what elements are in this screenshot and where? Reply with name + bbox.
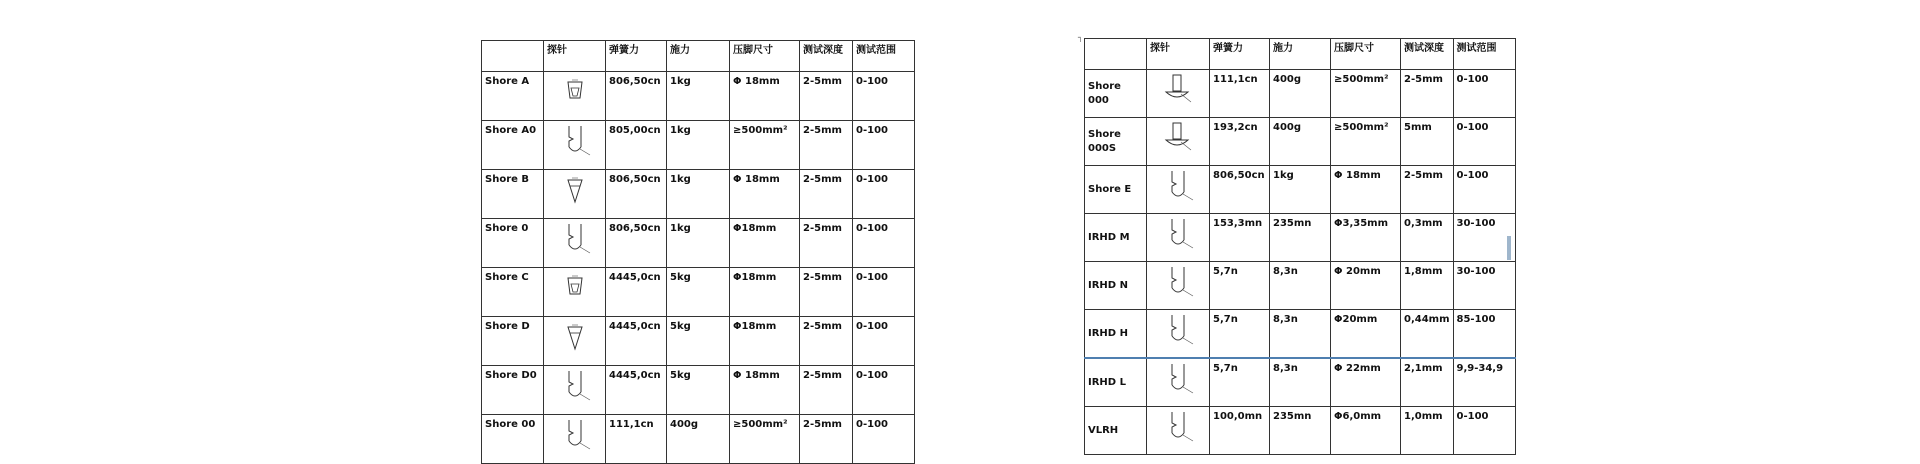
test-depth-value: 2-5mm: [800, 366, 853, 415]
pointed-probe-icon: [544, 172, 605, 206]
probe-cell: [544, 268, 606, 317]
hardness-scale-name: IRHD L: [1085, 358, 1147, 407]
test-depth-value: 2,1mm: [1401, 358, 1454, 407]
table-row: [482, 72, 915, 121]
applied-force-value: 5kg: [667, 366, 730, 415]
applied-force-value: 1kg: [1270, 166, 1331, 214]
test-depth-value: 2-5mm: [1401, 70, 1454, 118]
test-depth-value: 2-5mm: [800, 121, 853, 170]
hardness-scale-name: Shore D0: [482, 366, 544, 415]
test-depth-value: 2-5mm: [800, 72, 853, 121]
foot-size-value: Φ18mm: [730, 317, 800, 366]
spherical-probe-icon: [1147, 312, 1209, 346]
spring-force-value: 806,50cn: [1210, 166, 1270, 214]
hardness-scale-name: VLRH: [1085, 407, 1147, 455]
header-test-depth: 测试深度: [800, 41, 853, 72]
spring-force-value: 805,00cn: [606, 121, 667, 170]
table-row: [482, 317, 915, 366]
table-body-right: [1085, 39, 1516, 455]
foot-size-value: Φ 18mm: [730, 366, 800, 415]
table-body-left: [482, 41, 915, 464]
foot-size-value: Φ18mm: [730, 268, 800, 317]
header-test-range: 测试范围: [853, 41, 915, 72]
hardness-scale-name: Shore E: [1085, 166, 1147, 214]
table-row: [1085, 262, 1516, 310]
spring-force-value: 806,50cn: [606, 72, 667, 121]
table-row: [482, 121, 915, 170]
header-probe: 探针: [1147, 39, 1210, 70]
header-row: [1085, 39, 1516, 70]
applied-force-value: 1kg: [667, 121, 730, 170]
hardness-scale-name: Shore B: [482, 170, 544, 219]
header-spring-force: 弹簧力: [606, 41, 667, 72]
hardness-scale-name: Shore 000: [1085, 70, 1147, 118]
hardness-scale-name: IRHD N: [1085, 262, 1147, 310]
test-depth-value: 2-5mm: [800, 415, 853, 464]
probe-cell: [1147, 70, 1210, 118]
header-test-depth: 测试深度: [1401, 39, 1454, 70]
applied-force-value: 5kg: [667, 317, 730, 366]
conical-probe-icon: [544, 74, 605, 108]
foot-size-value: Φ 22mm: [1331, 358, 1401, 407]
applied-force-value: 8,3n: [1270, 262, 1331, 310]
test-range-value: 0-100: [1453, 118, 1515, 166]
probe-cell: [1147, 166, 1210, 214]
test-depth-value: 2-5mm: [800, 219, 853, 268]
pointed-probe-icon: [544, 319, 605, 353]
spring-force-value: 806,50cn: [606, 170, 667, 219]
probe-cell: [544, 121, 606, 170]
test-range-value: 0-100: [853, 121, 915, 170]
spring-force-value: 5,7n: [1210, 358, 1270, 407]
test-range-value: 0-100: [853, 72, 915, 121]
table-row: [1085, 407, 1516, 455]
spring-force-value: 4445,0cn: [606, 366, 667, 415]
spherical-probe-icon: [544, 221, 605, 255]
foot-size-value: ≥500mm²: [1331, 118, 1401, 166]
header-foot-size: 压脚尺寸: [1331, 39, 1401, 70]
probe-cell: [544, 219, 606, 268]
test-depth-value: 2-5mm: [800, 268, 853, 317]
applied-force-value: 5kg: [667, 268, 730, 317]
ball-probe-icon: [1147, 72, 1209, 106]
table-row: [1085, 166, 1516, 214]
test-depth-value: 0,44mm: [1401, 310, 1454, 359]
spring-force-value: 5,7n: [1210, 262, 1270, 310]
foot-size-value: ≥500mm²: [1331, 70, 1401, 118]
test-depth-value: 2-5mm: [1401, 166, 1454, 214]
probe-cell: [1147, 118, 1210, 166]
hardness-scale-name: Shore 00: [482, 415, 544, 464]
foot-size-value: Φ 18mm: [1331, 166, 1401, 214]
test-range-value: 0-100: [853, 366, 915, 415]
spring-force-value: 111,1cn: [606, 415, 667, 464]
spring-force-value: 111,1cn: [1210, 70, 1270, 118]
test-depth-value: 2-5mm: [800, 170, 853, 219]
probe-cell: [1147, 214, 1210, 262]
ball-probe-icon: [1147, 120, 1209, 154]
test-range-value: 0-100: [853, 268, 915, 317]
spherical-probe-icon: [1147, 216, 1209, 250]
header-empty-cell: [1085, 39, 1147, 70]
hardness-scale-name: Shore 000S: [1085, 118, 1147, 166]
probe-cell: [544, 72, 606, 121]
test-range-value: 9,9-34,9: [1453, 358, 1515, 407]
table-row: [1085, 310, 1516, 359]
foot-size-value: Φ 20mm: [1331, 262, 1401, 310]
header-applied-force: 施力: [667, 41, 730, 72]
test-range-value: 0-100: [853, 317, 915, 366]
spherical-probe-icon: [1147, 361, 1209, 395]
table-row: [482, 268, 915, 317]
test-depth-value: 5mm: [1401, 118, 1454, 166]
foot-size-value: ≥500mm²: [730, 415, 800, 464]
spherical-probe-icon: [544, 123, 605, 157]
hardness-scale-name: Shore D: [482, 317, 544, 366]
applied-force-value: 235mn: [1270, 214, 1331, 262]
spring-force-value: 193,2cn: [1210, 118, 1270, 166]
test-range-value: 85-100: [1453, 310, 1515, 359]
test-range-value: 30-100: [1453, 262, 1515, 310]
applied-force-value: 1kg: [667, 219, 730, 268]
spring-force-value: 100,0mn: [1210, 407, 1270, 455]
foot-size-value: Φ 18mm: [730, 72, 800, 121]
header-spring-force: 弹簧力: [1210, 39, 1270, 70]
probe-cell: [1147, 310, 1210, 359]
probe-cell: [544, 366, 606, 415]
probe-cell: [1147, 358, 1210, 407]
applied-force-value: 1kg: [667, 170, 730, 219]
test-range-value: 30-100: [1453, 214, 1515, 262]
spring-force-value: 153,3mn: [1210, 214, 1270, 262]
test-range-value: 0-100: [853, 219, 915, 268]
test-range-value: 0-100: [853, 170, 915, 219]
table-row: [482, 219, 915, 268]
test-depth-value: 0,3mm: [1401, 214, 1454, 262]
resize-handle[interactable]: [1507, 236, 1511, 260]
hardness-scale-name: Shore 0: [482, 219, 544, 268]
applied-force-value: 400g: [1270, 70, 1331, 118]
applied-force-value: 400g: [667, 415, 730, 464]
test-range-value: 0-100: [1453, 70, 1515, 118]
table-row: [1085, 118, 1516, 166]
hardness-spec-table-right: [1084, 38, 1516, 455]
table-row: [482, 366, 915, 415]
test-range-value: 0-100: [853, 415, 915, 464]
probe-cell: [1147, 407, 1210, 455]
hardness-scale-name: IRHD M: [1085, 214, 1147, 262]
spring-force-value: 806,50cn: [606, 219, 667, 268]
table-row: [482, 415, 915, 464]
spherical-probe-icon: [1147, 168, 1209, 202]
table-row: [1085, 214, 1516, 262]
spherical-probe-icon: [544, 368, 605, 402]
hardness-spec-table-left: [481, 40, 915, 464]
foot-size-value: Φ 18mm: [730, 170, 800, 219]
foot-size-value: Φ3,35mm: [1331, 214, 1401, 262]
applied-force-value: 8,3n: [1270, 358, 1331, 407]
spring-force-value: 4445,0cn: [606, 317, 667, 366]
test-range-value: 0-100: [1453, 166, 1515, 214]
probe-cell: [544, 415, 606, 464]
hardness-scale-name: Shore C: [482, 268, 544, 317]
header-row: [482, 41, 915, 72]
test-range-value: 0-100: [1453, 407, 1515, 455]
applied-force-value: 8,3n: [1270, 310, 1331, 359]
probe-cell: [1147, 262, 1210, 310]
header-applied-force: 施力: [1270, 39, 1331, 70]
header-test-range: 测试范围: [1453, 39, 1515, 70]
foot-size-value: ≥500mm²: [730, 121, 800, 170]
hardness-scale-name: Shore A: [482, 72, 544, 121]
probe-cell: [544, 317, 606, 366]
table-row: [482, 170, 915, 219]
foot-size-value: Φ6,0mm: [1331, 407, 1401, 455]
test-depth-value: 1,0mm: [1401, 407, 1454, 455]
spherical-probe-icon: [544, 417, 605, 451]
test-depth-value: 2-5mm: [800, 317, 853, 366]
test-depth-value: 1,8mm: [1401, 262, 1454, 310]
spring-force-value: 4445,0cn: [606, 268, 667, 317]
foot-size-value: Φ18mm: [730, 219, 800, 268]
conical-probe-icon: [544, 270, 605, 304]
spherical-probe-icon: [1147, 409, 1209, 443]
hardness-scale-name: IRHD H: [1085, 310, 1147, 359]
header-probe: 探针: [544, 41, 606, 72]
spring-force-value: 5,7n: [1210, 310, 1270, 359]
foot-size-value: Φ20mm: [1331, 310, 1401, 359]
table-row: [1085, 358, 1516, 407]
header-foot-size: 压脚尺寸: [730, 41, 800, 72]
table-row: [1085, 70, 1516, 118]
header-empty-cell: [482, 41, 544, 72]
table-anchor-icon: ┐: [1078, 33, 1083, 42]
hardness-scale-name: Shore A0: [482, 121, 544, 170]
applied-force-value: 1kg: [667, 72, 730, 121]
spherical-probe-icon: [1147, 264, 1209, 298]
applied-force-value: 400g: [1270, 118, 1331, 166]
applied-force-value: 235mn: [1270, 407, 1331, 455]
probe-cell: [544, 170, 606, 219]
